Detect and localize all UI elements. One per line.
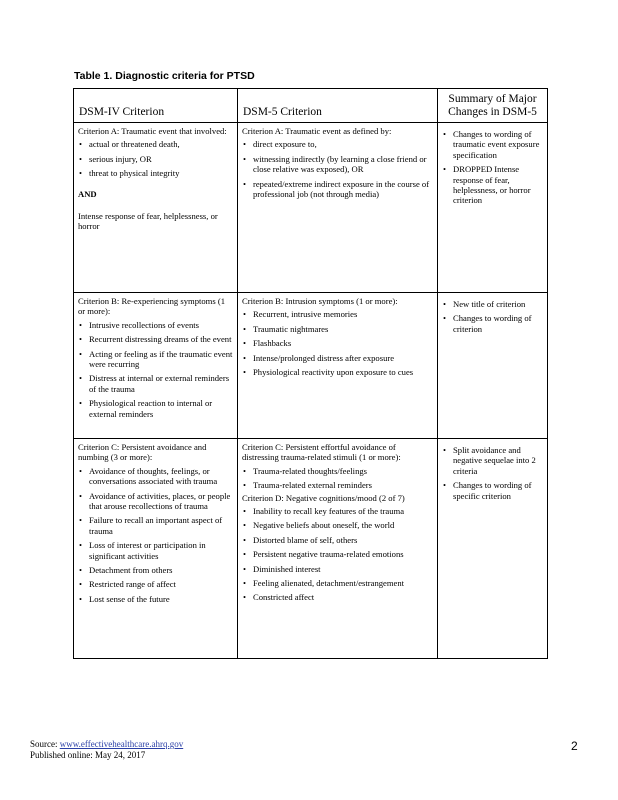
list-item: • New title of criterion — [453, 299, 543, 309]
cell-changes-b — [438, 293, 548, 439]
source-link[interactable]: www.effectivehealthcare.ahrq.gov — [59, 739, 184, 749]
cell-changes-c — [438, 439, 548, 659]
list-item: • Avoidance of thoughts, feelings, or conversations associated with trauma — [89, 466, 233, 487]
list-item: • DROPPED Intense response of fear, helplessness, or horror criterion — [453, 164, 543, 206]
bullet-list — [442, 129, 543, 206]
cell-heading: Criterion B: Intrusion symptoms (1 or more): — [242, 296, 398, 306]
list-item: • threat to physical integrity — [89, 168, 233, 178]
list-item: • actual or threatened death, — [89, 139, 233, 149]
list-item: • Split avoidance and negative sequelae into 2 criteria — [453, 445, 543, 476]
source-label: Source: — [30, 739, 60, 749]
list-item: • Detachment from others — [89, 565, 233, 575]
list-item: • witnessing indirectly (by learning a close friend or close relative was exposed), OR — [253, 154, 433, 175]
cell-heading: Criterion C: Persistent effortful avoidance of distressing trauma-related stimuli (1 or more): — [242, 442, 401, 463]
ptsd-criteria-table — [73, 88, 548, 659]
list-item: • repeated/extreme indirect exposure in the course of professional job (not through media) — [253, 179, 433, 200]
list-item: • serious injury, OR — [89, 154, 233, 164]
header-row — [74, 89, 548, 123]
cell-dsm5-a — [238, 123, 438, 293]
list-item: • Physiological reaction to internal or external reminders — [89, 398, 233, 419]
table-row — [74, 439, 548, 659]
header-changes: Summary of Major Changes in DSM-5 — [438, 89, 548, 123]
bullet-list — [242, 139, 433, 199]
cell-tail-text: Intense response of fear, helplessness, or horror — [78, 211, 218, 232]
list-item: • Changes to wording of traumatic event exposure specification — [453, 129, 543, 160]
bullet-list — [442, 445, 543, 501]
list-item: • Changes to wording of criterion — [453, 313, 543, 334]
cell-heading: Criterion A: Traumatic event as defined by: — [242, 126, 392, 136]
page-number: 2 — [571, 739, 578, 753]
list-item: • Distress at internal or external reminders of the trauma — [89, 373, 233, 394]
list-item: • Restricted range of affect — [89, 579, 233, 589]
list-item: • Physiological reactivity upon exposure to cues — [253, 367, 433, 377]
list-item: • Trauma-related external reminders — [253, 480, 433, 490]
bullet-list — [78, 466, 233, 604]
list-item: • Failure to recall an important aspect of trauma — [89, 515, 233, 536]
table-title: Table 1. Diagnostic criteria for PTSD — [74, 70, 255, 82]
list-item: • Distorted blame of self, others — [253, 535, 433, 545]
list-item: • Flashbacks — [253, 338, 433, 348]
list-item: • Feeling alienated, detachment/estrangement — [253, 578, 433, 588]
bullet-list — [242, 309, 433, 377]
cell-dsm4-b — [74, 293, 238, 439]
header-dsm4: DSM-IV Criterion — [74, 89, 238, 123]
cell-dsm5-c — [238, 439, 438, 659]
list-item: • Diminished interest — [253, 564, 433, 574]
list-item: • Loss of interest or participation in significant activities — [89, 540, 233, 561]
list-item: • Intrusive recollections of events — [89, 320, 233, 330]
list-item: • Constricted affect — [253, 592, 433, 602]
cell-dsm5-b — [238, 293, 438, 439]
bullet-list — [242, 506, 433, 603]
cell-heading: Criterion C: Persistent avoidance and numbing (3 or more): — [78, 442, 207, 463]
list-item: • Persistent negative trauma-related emotions — [253, 549, 433, 559]
table-row — [74, 293, 548, 439]
list-item: • Changes to wording of specific criterion — [453, 480, 543, 501]
list-item: • Recurrent distressing dreams of the event — [89, 334, 233, 344]
list-item: • Intense/prolonged distress after exposure — [253, 353, 433, 363]
cell-dsm4-a — [74, 123, 238, 293]
footer-source — [30, 739, 183, 761]
list-item: • Negative beliefs about oneself, the world — [253, 520, 433, 530]
list-item: • Traumatic nightmares — [253, 324, 433, 334]
bullet-list — [242, 466, 433, 491]
bullet-list — [78, 139, 233, 178]
cell-heading-d: Criterion D: Negative cognitions/mood (2 of 7) — [242, 492, 405, 503]
list-item: • Recurrent, intrusive memories — [253, 309, 433, 319]
table-row — [74, 123, 548, 293]
bullet-list — [442, 299, 543, 334]
cell-dsm4-c — [74, 439, 238, 659]
list-item: • Acting or feeling as if the traumatic event were recurring — [89, 349, 233, 370]
list-item: • Avoidance of activities, places, or people that arouse recollections of trauma — [89, 491, 233, 512]
list-item: • direct exposure to, — [253, 139, 433, 149]
list-item: • Lost sense of the future — [89, 594, 233, 604]
header-dsm5: DSM-5 Criterion — [238, 89, 438, 123]
bullet-list — [78, 320, 233, 419]
list-item: • Trauma-related thoughts/feelings — [253, 466, 433, 476]
cell-changes-a — [438, 123, 548, 293]
published-date: Published online: May 24, 2017 — [30, 750, 146, 760]
list-item: • Inability to recall key features of the trauma — [253, 506, 433, 516]
cell-heading: Criterion B: Re-experiencing symptoms (1 or more): — [78, 296, 226, 317]
cell-heading: Criterion A: Traumatic event that involved: — [78, 126, 227, 136]
and-label: AND — [78, 188, 97, 199]
